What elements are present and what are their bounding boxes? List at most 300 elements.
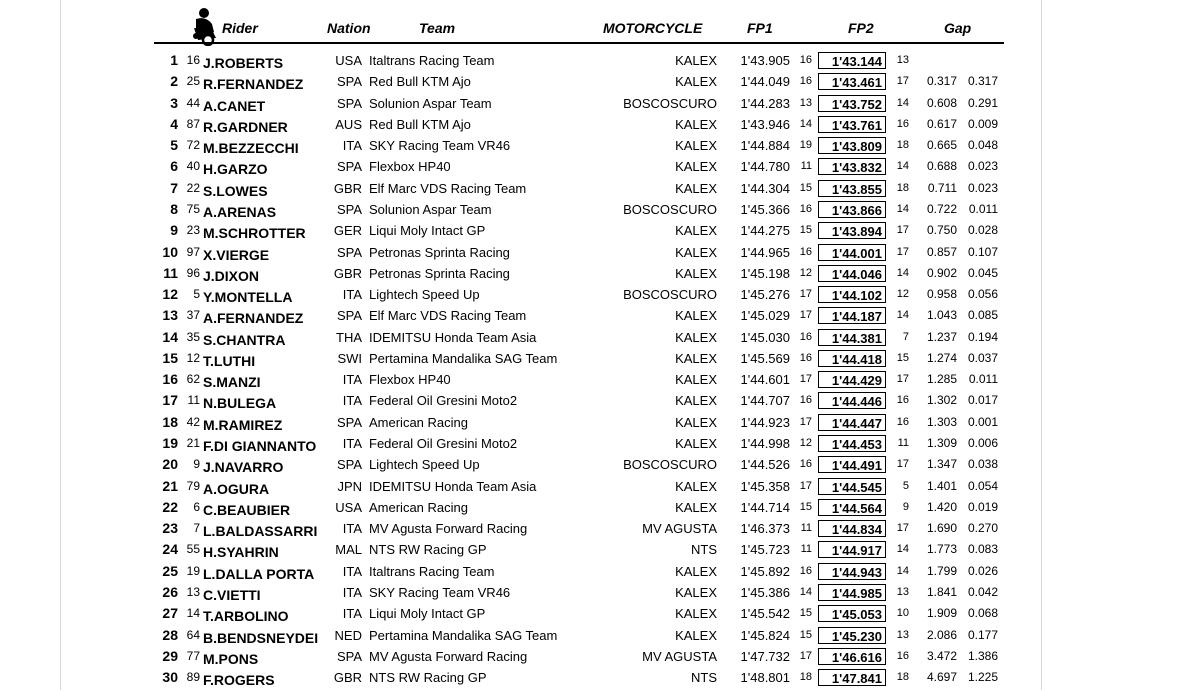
motorcycle: KALEX	[675, 244, 717, 260]
nation: SWI	[337, 350, 362, 366]
table-row	[0, 433, 1200, 454]
fp1-time: 1'44.714	[740, 499, 790, 515]
position: 17	[162, 392, 178, 409]
nation: AUS	[335, 116, 362, 132]
fp2-time: 1'44.453	[818, 435, 886, 452]
table-row	[0, 497, 1200, 518]
header-gap: Gap	[944, 20, 972, 36]
table-row	[0, 93, 1200, 114]
rider-name: S.MANZI	[203, 374, 261, 391]
motorcycle: MV AGUSTA	[642, 648, 717, 664]
team-name: American Racing	[369, 414, 468, 430]
fp1-lap: 15	[799, 628, 812, 641]
table-row	[0, 156, 1200, 177]
rider-name: M.PONS	[203, 650, 259, 667]
header-rider: Rider	[222, 20, 258, 36]
rider-name: J.DIXON	[203, 267, 260, 284]
fp2-lap: 14	[896, 543, 909, 556]
fp1-lap: 15	[799, 181, 812, 194]
fp2-lap: 13	[896, 54, 909, 66]
table-row	[0, 242, 1200, 263]
fp2-time: 1'44.381	[818, 329, 886, 346]
rider-number: 79	[186, 478, 200, 493]
position: 1	[170, 52, 178, 68]
team-name: Flexbox HP40	[369, 159, 451, 175]
fp1-lap: 16	[799, 202, 812, 215]
fp2-time: 1'44.429	[818, 371, 886, 388]
fp2-time: 1'44.564	[818, 499, 886, 516]
fp1-lap: 17	[799, 479, 812, 492]
fp2-time: 1'43.832	[818, 158, 886, 175]
nation: ITA	[342, 393, 362, 409]
position: 24	[162, 541, 178, 558]
team-name: Lightech Speed Up	[369, 287, 480, 303]
table-row	[0, 667, 1200, 688]
rider-number: 77	[186, 648, 200, 663]
position: 16	[162, 371, 178, 388]
nation: GBR	[333, 180, 362, 196]
rider-name: J.ROBERTS	[203, 55, 284, 71]
fp2-time: 1'43.761	[818, 116, 886, 133]
fp1-lap: 16	[799, 75, 812, 88]
table-row	[0, 199, 1200, 220]
header-team: Team	[419, 20, 456, 36]
gap-to-previous: 0.317	[967, 74, 998, 89]
team-name: Italtrans Racing Team	[369, 53, 495, 68]
fp2-lap: 5	[902, 479, 909, 492]
table-row	[0, 561, 1200, 582]
gap-to-previous: 0.026	[967, 563, 998, 578]
position: 15	[162, 349, 178, 366]
fp2-time: 1'44.001	[818, 244, 886, 261]
motorcycle: KALEX	[675, 563, 717, 579]
nation: ITA	[342, 585, 362, 600]
fp1-time: 1'44.998	[740, 436, 790, 452]
fp1-time: 1'44.884	[740, 138, 790, 154]
team-name: NTS RW Racing GP	[369, 670, 487, 686]
fp2-lap: 13	[896, 586, 909, 598]
gap-to-leader: 1.237	[926, 329, 957, 344]
team-name: Red Bull KTM Ajo	[369, 116, 471, 132]
fp2-lap: 12	[896, 288, 909, 301]
position: 20	[162, 456, 178, 473]
table-row	[0, 305, 1200, 326]
fp1-time: 1'45.723	[740, 542, 790, 558]
fp1-lap: 17	[799, 415, 812, 428]
table-row	[0, 603, 1200, 624]
fp2-time: 1'46.616	[818, 648, 886, 665]
fp1-lap: 14	[799, 586, 812, 598]
fp1-time: 1'45.824	[740, 627, 790, 643]
rider-name: S.LOWES	[203, 182, 268, 199]
fp1-lap: 12	[799, 266, 812, 279]
fp2-lap: 14	[896, 266, 909, 279]
nation: SPA	[336, 414, 362, 430]
fp2-time: 1'44.446	[818, 392, 886, 409]
fp1-time: 1'45.029	[740, 308, 790, 324]
rider-name: A.ARENAS	[203, 203, 277, 220]
fp1-lap: 15	[799, 224, 812, 237]
motorcycle: NTS	[691, 670, 717, 686]
fp1-lap: 17	[799, 373, 812, 386]
position: 5	[170, 137, 178, 154]
rider-number: 22	[186, 180, 200, 195]
fp2-lap: 9	[902, 500, 909, 513]
fp2-lap: 17	[896, 522, 909, 535]
gap-to-previous: 1.386	[967, 648, 998, 663]
gap-to-leader: 3.472	[926, 648, 957, 663]
gap-to-previous: 0.017	[967, 393, 998, 408]
gap-to-previous: 0.054	[967, 478, 998, 493]
fp1-time: 1'46.373	[740, 521, 790, 537]
fp2-lap: 16	[896, 649, 909, 662]
rider-name: M.BEZZECCHI	[203, 140, 299, 157]
table-row	[0, 390, 1200, 411]
gap-to-leader: 1.043	[926, 308, 957, 323]
gap-to-leader: 1.302	[926, 393, 957, 408]
table-row	[0, 263, 1200, 284]
position: 29	[162, 647, 178, 664]
nation: USA	[335, 499, 362, 515]
rider-name: X.VIERGE	[203, 246, 270, 263]
position: 6	[170, 158, 178, 175]
gap-to-leader: 0.665	[926, 138, 957, 153]
rider-name: F.ROGERS	[203, 672, 275, 689]
table-row	[0, 412, 1200, 433]
gap-to-previous: 0.011	[968, 372, 998, 387]
header-fp2: FP2	[848, 20, 874, 36]
gap-to-previous: 1.225	[967, 670, 998, 685]
motorcycle: KALEX	[675, 478, 717, 494]
gap-to-previous: 0.045	[967, 265, 998, 280]
fp1-time: 1'44.283	[740, 95, 790, 111]
table-row	[0, 646, 1200, 667]
motorcycle: KALEX	[675, 159, 717, 175]
gap-to-previous: 0.085	[967, 308, 998, 323]
nation: MAL	[335, 542, 362, 558]
nation: SPA	[336, 308, 362, 324]
nation: ITA	[342, 521, 362, 537]
rider-number: 5	[193, 287, 200, 302]
fp2-time: 1'43.752	[818, 95, 886, 112]
fp2-lap: 14	[896, 202, 909, 215]
team-name: Liqui Moly Intact GP	[369, 223, 486, 239]
gap-to-previous: 0.019	[967, 499, 998, 514]
fp2-lap: 17	[896, 224, 909, 237]
rider-name: L.BALDASSARRI	[203, 523, 318, 540]
fp1-time: 1'45.542	[740, 606, 790, 622]
position: 10	[162, 243, 178, 260]
gap-to-previous: 0.042	[967, 585, 998, 599]
nation: JPN	[337, 478, 362, 494]
team-name: IDEMITSU Honda Team Asia	[369, 329, 537, 345]
rider-number: 25	[186, 74, 200, 89]
fp1-time: 1'44.049	[740, 74, 790, 90]
fp1-time: 1'45.276	[740, 287, 790, 303]
rider-name: J.NAVARRO	[203, 459, 284, 476]
rider-number: 16	[186, 53, 200, 67]
fp2-time: 1'43.855	[818, 180, 886, 197]
rider-number: 89	[186, 670, 200, 685]
gap-to-leader: 0.750	[926, 223, 957, 238]
gap-to-previous: 0.001	[967, 414, 998, 429]
fp1-lap: 16	[799, 394, 812, 407]
fp1-lap: 17	[799, 309, 812, 322]
fp2-time: 1'45.230	[818, 627, 886, 644]
fp2-lap: 16	[896, 117, 909, 130]
fp2-time: 1'44.943	[818, 563, 886, 580]
nation: SPA	[336, 457, 362, 473]
position: 9	[170, 222, 178, 239]
table-row	[0, 518, 1200, 539]
table-row	[0, 220, 1200, 241]
nation: ITA	[342, 436, 362, 452]
gap-to-previous: 0.177	[967, 627, 998, 642]
team-name: Pertamina Mandalika SAG Team	[369, 350, 558, 366]
nation: THA	[336, 329, 362, 345]
rider-number: 40	[186, 159, 200, 174]
rider-number: 37	[186, 308, 200, 323]
fp1-lap: 15	[799, 607, 812, 620]
position: 22	[162, 498, 178, 515]
motorcycle: BOSCOSCURO	[623, 457, 717, 473]
rider-number: 42	[186, 414, 200, 429]
rider-number: 97	[186, 244, 200, 259]
fp1-lap: 16	[799, 351, 812, 364]
gap-to-leader: 1.285	[926, 372, 957, 387]
team-name: MV Agusta Forward Racing	[369, 521, 528, 537]
team-name: NTS RW Racing GP	[369, 542, 487, 558]
fp1-lap: 15	[799, 500, 812, 513]
rider-name: N.BULEGA	[203, 395, 277, 412]
gap-to-previous: 0.038	[967, 457, 998, 472]
rider-name: R.FERNANDEZ	[203, 76, 304, 93]
gap-to-previous: 0.270	[967, 521, 998, 536]
team-name: Flexbox HP40	[369, 372, 451, 388]
nation: GER	[333, 223, 362, 239]
table-row	[0, 178, 1200, 199]
rider-number: 14	[186, 606, 200, 621]
fp2-lap: 7	[902, 330, 909, 343]
rider-name: A.CANET	[203, 97, 266, 114]
rider-name: R.GARDNER	[203, 118, 288, 135]
fp2-lap: 17	[896, 75, 909, 88]
rider-number: 96	[186, 265, 200, 280]
gap-to-previous: 0.023	[967, 180, 998, 195]
table-row	[0, 114, 1200, 135]
gap-to-leader: 0.617	[926, 116, 957, 131]
position: 2	[170, 73, 178, 90]
table-row	[0, 476, 1200, 497]
rider-name: A.OGURA	[203, 480, 270, 497]
rider-name: T.LUTHI	[203, 352, 256, 369]
fp2-time: 1'45.053	[818, 605, 886, 622]
fp1-time: 1'48.801	[740, 670, 790, 686]
fp2-time: 1'44.834	[818, 520, 886, 537]
gap-to-leader: 1.690	[926, 521, 957, 536]
fp2-lap: 14	[896, 564, 909, 577]
fp2-time: 1'43.866	[818, 201, 886, 218]
team-name: Federal Oil Gresini Moto2	[369, 436, 518, 452]
fp2-lap: 17	[896, 458, 909, 471]
position: 19	[162, 435, 178, 452]
nation: SPA	[336, 244, 362, 260]
gap-to-previous: 0.028	[967, 223, 998, 238]
table-row	[0, 135, 1200, 156]
fp1-time: 1'45.366	[740, 201, 790, 217]
fp2-time: 1'44.187	[818, 307, 886, 324]
team-name: Italtrans Racing Team	[369, 563, 495, 579]
fp1-time: 1'44.780	[740, 159, 790, 175]
fp1-time: 1'45.198	[740, 265, 790, 281]
fp2-time: 1'43.461	[818, 73, 886, 90]
fp2-lap: 16	[896, 415, 909, 428]
gap-to-leader: 2.086	[926, 627, 957, 642]
motorcycle: KALEX	[675, 627, 717, 643]
table-row	[0, 284, 1200, 305]
motorcycle: KALEX	[675, 436, 717, 452]
fp1-lap: 17	[799, 649, 812, 662]
gap-to-previous: 0.083	[967, 542, 998, 557]
team-name: Petronas Sprinta Racing	[369, 244, 510, 260]
rider-name: H.GARZO	[203, 161, 268, 178]
fp1-lap: 13	[799, 96, 812, 109]
motorcycle: KALEX	[675, 180, 717, 196]
fp1-time: 1'45.386	[740, 585, 790, 600]
table-row	[0, 369, 1200, 390]
gap-to-previous: 0.006	[967, 436, 998, 451]
gap-to-previous: 0.009	[967, 116, 998, 131]
fp1-lap: 11	[800, 543, 812, 556]
team-name: IDEMITSU Honda Team Asia	[369, 478, 537, 494]
rider-name: C.BEAUBIER	[203, 501, 291, 518]
motorcycle: MV AGUSTA	[642, 521, 717, 537]
fp1-time: 1'47.732	[740, 648, 790, 664]
fp2-time: 1'44.545	[818, 478, 886, 495]
nation: ITA	[342, 287, 362, 303]
team-name: Lightech Speed Up	[369, 457, 480, 473]
rider-number: 44	[186, 95, 200, 110]
gap-to-previous: 0.291	[967, 95, 998, 110]
fp1-time: 1'44.965	[740, 244, 790, 260]
gap-to-leader: 1.909	[926, 606, 957, 621]
fp1-lap: 14	[799, 117, 812, 130]
gap-to-previous: 0.194	[967, 329, 998, 344]
fp1-lap: 18	[799, 671, 812, 684]
team-name: Red Bull KTM Ajo	[369, 74, 471, 90]
position: 8	[170, 200, 178, 217]
nation: GBR	[333, 265, 362, 281]
gap-to-leader: 0.958	[926, 287, 957, 302]
fp2-lap: 18	[896, 181, 909, 194]
motorcycle: NTS	[691, 542, 717, 558]
motorcycle: KALEX	[675, 223, 717, 239]
rider-number: 72	[186, 138, 200, 153]
motorcycle: BOSCOSCURO	[623, 95, 717, 111]
table-row	[0, 50, 1200, 71]
fp2-time: 1'43.894	[818, 222, 886, 239]
fp2-lap: 18	[896, 671, 909, 684]
fp1-time: 1'44.526	[740, 457, 790, 473]
nation: NED	[334, 627, 362, 643]
position: 14	[162, 328, 178, 345]
gap-to-previous: 0.037	[967, 350, 998, 365]
fp1-lap: 16	[799, 54, 812, 66]
team-name: SKY Racing Team VR46	[369, 585, 511, 600]
position: 4	[170, 115, 178, 132]
position: 13	[162, 307, 178, 324]
rider-name: S.CHANTRA	[203, 331, 286, 348]
rider-number: 7	[193, 521, 200, 536]
position: 18	[162, 413, 178, 430]
motorcycle: KALEX	[675, 308, 717, 324]
rider-name: C.VIETTI	[203, 587, 261, 603]
motorcycle: KALEX	[675, 414, 717, 430]
fp2-lap: 17	[896, 245, 909, 258]
position: 28	[162, 626, 178, 643]
team-name: Pertamina Mandalika SAG Team	[369, 627, 558, 643]
gap-to-leader: 1.274	[926, 350, 957, 365]
fp1-lap: 12	[799, 437, 812, 450]
table-row	[0, 625, 1200, 646]
table-row	[0, 327, 1200, 348]
nation: SPA	[336, 201, 362, 217]
fp1-time: 1'45.030	[740, 329, 790, 345]
team-name: Elf Marc VDS Racing Team	[369, 180, 527, 196]
gap-to-leader: 0.722	[926, 201, 957, 216]
rider-number: 35	[186, 329, 200, 344]
fp2-time: 1'43.144	[818, 52, 886, 69]
nation: ITA	[342, 138, 362, 154]
fp2-lap: 16	[896, 394, 909, 407]
team-name: Petronas Sprinta Racing	[369, 265, 510, 281]
motorcycle: KALEX	[675, 606, 717, 622]
gap-to-leader: 1.841	[926, 585, 957, 599]
team-name: Elf Marc VDS Racing Team	[369, 308, 527, 324]
fp1-lap: 19	[799, 139, 812, 152]
header-fp1: FP1	[747, 20, 773, 36]
rider-number: 9	[193, 457, 200, 472]
fp1-lap: 16	[799, 330, 812, 343]
rider-number: 23	[186, 223, 200, 238]
nation: SPA	[336, 95, 362, 111]
table-row	[0, 539, 1200, 560]
gap-to-leader: 1.303	[926, 414, 957, 429]
motorcycle: KALEX	[675, 116, 717, 132]
rider-name: B.BENDSNEYDEI	[203, 629, 319, 646]
fp1-time: 1'45.358	[740, 478, 790, 494]
position: 11	[163, 264, 178, 281]
gap-to-leader: 1.773	[926, 542, 957, 557]
gap-to-previous: 0.068	[967, 606, 998, 621]
motorcycle: KALEX	[675, 585, 717, 600]
nation: SPA	[336, 74, 362, 90]
fp1-lap: 11	[800, 160, 812, 173]
motorcycle: KALEX	[675, 393, 717, 409]
rider-number: 6	[193, 499, 200, 514]
motorcycle: KALEX	[675, 372, 717, 388]
gap-to-leader: 1.401	[926, 478, 957, 493]
gap-to-previous: 0.056	[967, 287, 998, 302]
gap-to-leader: 4.697	[926, 670, 957, 685]
rider-number: 13	[186, 585, 200, 599]
gap-to-previous: 0.023	[967, 159, 998, 174]
position: 21	[162, 477, 178, 494]
fp2-time: 1'44.447	[818, 414, 886, 431]
position: 3	[170, 94, 178, 111]
gap-to-leader: 0.857	[926, 244, 957, 259]
team-name: SKY Racing Team VR46	[369, 138, 511, 154]
